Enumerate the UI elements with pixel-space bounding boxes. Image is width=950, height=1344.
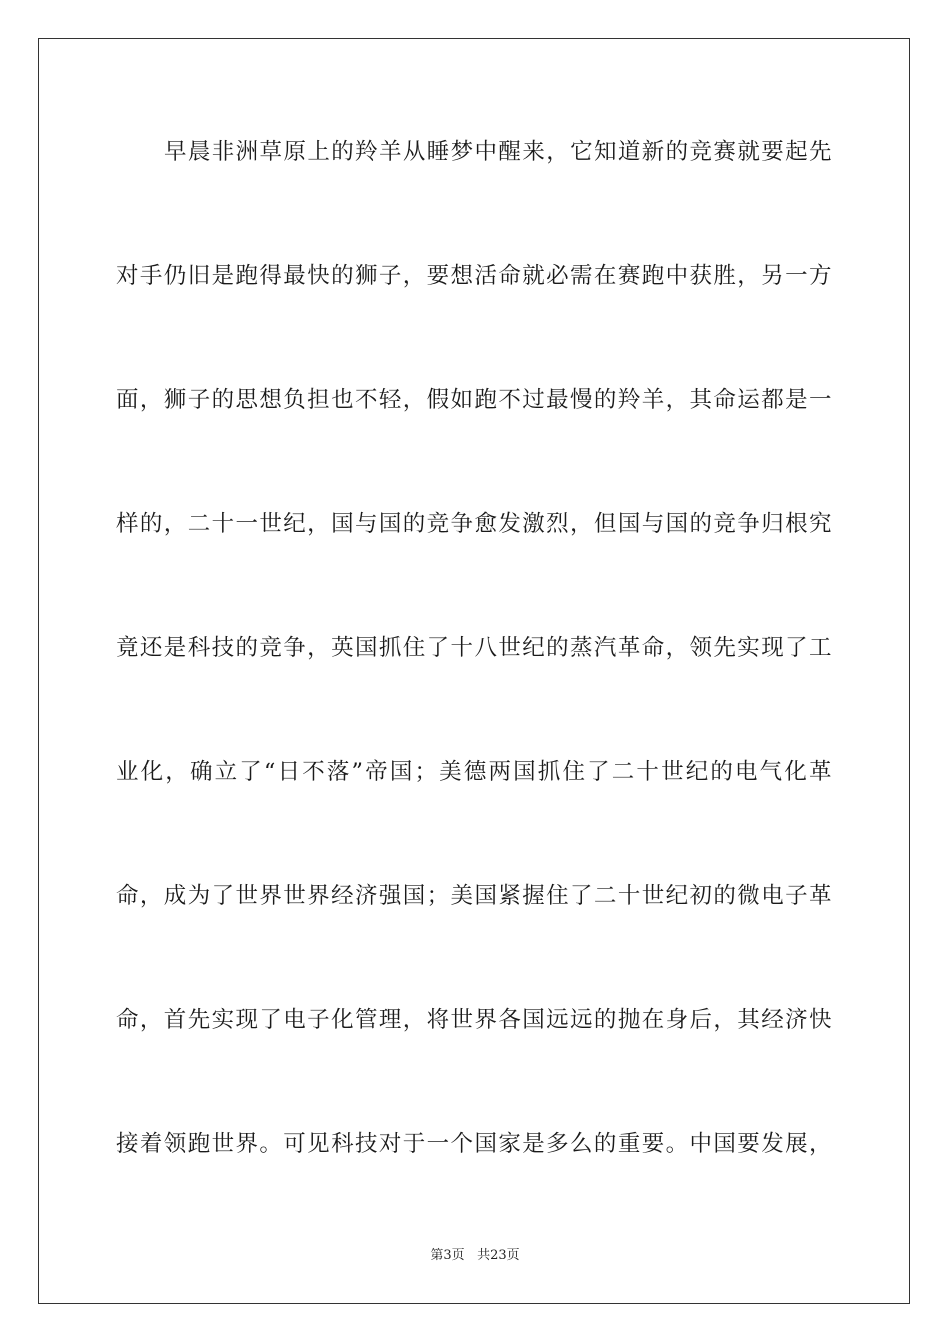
page-frame [38, 38, 910, 1304]
paragraph-line: 命，成为了世界世界经济强国；美国紧握住了二十世纪初的微电子革 [116, 883, 832, 909]
paragraph-line: 命，首先实现了电子化管理，将世界各国远远的抛在身后，其经济快 [116, 1007, 832, 1033]
paragraph-line: 样的，二十一世纪，国与国的竞争愈发激烈，但国与国的竞争归根究 [116, 511, 832, 537]
paragraph-line: 面，狮子的思想负担也不轻，假如跑不过最慢的羚羊，其命运都是一 [116, 387, 832, 413]
page-total: 共23页 [477, 1248, 520, 1263]
paragraph-line: 业化，确立了“日不落”帝国；美德两国抓住了二十世纪的电气化革 [116, 759, 832, 785]
paragraph-line: 竟还是科技的竞争，英国抓住了十八世纪的蒸汽革命，领先实现了工 [116, 635, 832, 661]
paragraph-line: 对手仍旧是跑得最快的狮子，要想活命就必需在赛跑中获胜，另一方 [116, 263, 832, 289]
page-footer [0, 1246, 950, 1266]
paragraph-line: 早晨非洲草原上的羚羊从睡梦中醒来，它知道新的竞赛就要起先 [164, 139, 832, 165]
page-number: 第3页 [430, 1248, 465, 1263]
paragraph-line: 接着领跑世界。可见科技对于一个国家是多么的重要。中国要发展， [116, 1131, 832, 1157]
